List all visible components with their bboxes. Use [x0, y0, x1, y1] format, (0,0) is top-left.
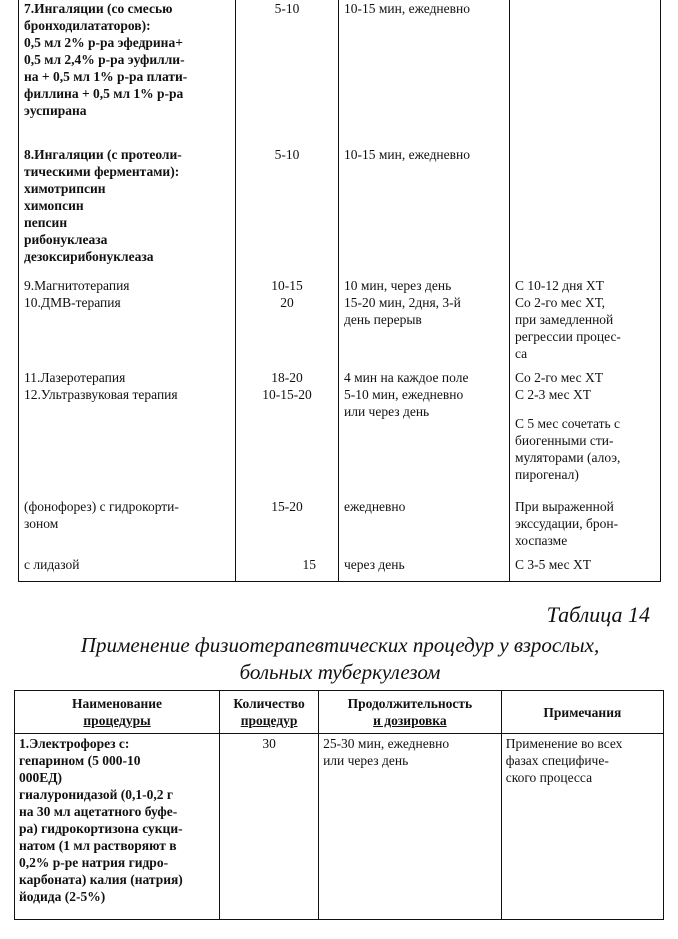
table-title: Применение физиотерапевтических процедур у взрослых, больных туберкулезом [80, 633, 600, 684]
notes-cell: При выраженной экссудации, брон- хоспазме [510, 498, 661, 556]
duration-cell: 10 мин, через день 15-20 мин, 2дня, 3-й день перерыв [339, 277, 510, 369]
duration-cell: 10-15 мин, ежедневно [339, 146, 510, 277]
header-notes: Примечания [501, 691, 663, 734]
procedure-cell: (фонофорез) с гидрокорти- зоном [19, 498, 236, 556]
header-duration: Продолжительность и дозировка [319, 691, 502, 734]
duration-cell: 25-30 мин, ежедневно или через день [319, 734, 502, 920]
procedure-cell: 8.Ингаляции (с протеоли- тическими ферментами): химотрипсин химопсин пепсин рибонуклеаза дезоксирибонуклеаза [19, 146, 236, 277]
procedure-cell: 11.Лазеротерапия 12.Ультразвуковая терапия [19, 369, 236, 498]
table-row [19, 498, 661, 556]
duration-cell: через день [339, 556, 510, 581]
count-cell: 10-15 20 [236, 277, 339, 369]
procedure-cell: с лидазой [19, 556, 236, 581]
count-cell: 15 [236, 556, 339, 581]
notes-cell: С 10-12 дня ХТ Со 2-го мес ХТ, при замедленной регрессии процес- са [510, 277, 661, 369]
count-cell: 18-20 10-15-20 [236, 369, 339, 498]
table-row [19, 556, 661, 581]
procedure-cell: 9.Магнитотерапия 10.ДМВ-терапия [19, 277, 236, 369]
table-row [19, 369, 661, 498]
notes-cell: С 3-5 мес ХТ [510, 556, 661, 581]
table-row [19, 0, 661, 146]
count-cell: 15-20 [236, 498, 339, 556]
notes-cell: Применение во всех фазах специфиче- ского процесса [501, 734, 663, 920]
notes-cell [510, 0, 661, 146]
table-14 [14, 690, 664, 920]
table-number: Таблица 14 [546, 602, 650, 627]
count-cell: 30 [220, 734, 319, 920]
count-cell: 5-10 [236, 146, 339, 277]
table-13-continuation [18, 0, 661, 582]
procedure-cell: 7.Ингаляции (со смесью бронходилататоров): 0,5 мл 2% р-ра эфедрина+ 0,5 мл 2,4% р-ра эуфилли- на + 0,5 мл 1% р-ра плати- филлина + 0,5 мл 1% р-ра эуспирана [19, 0, 236, 146]
notes-cell [510, 146, 661, 277]
duration-cell: ежедневно [339, 498, 510, 556]
header-row [15, 691, 664, 734]
duration-cell: 10-15 мин, ежедневно [339, 0, 510, 146]
notes-cell: Со 2-го мес ХТ С 2-3 мес ХТ С 5 мес сочетать с биогенными сти- муляторами (алоэ, пирогенал) [510, 369, 661, 498]
header-procedure-name: Наименование процедуры [15, 691, 220, 734]
table-row [19, 146, 661, 277]
table-row [15, 734, 664, 920]
count-cell: 5-10 [236, 0, 339, 146]
duration-cell: 4 мин на каждое поле 5-10 мин, ежедневно или через день [339, 369, 510, 498]
table-row [19, 277, 661, 369]
procedure-cell: 1.Электрофорез с: гепарином (5 000-10 000ЕД) гиалуронидазой (0,1-0,2 г на 30 мл ацетатного буфе- ра) гидрокортизона сукци- натом (1 мл растворяют в 0,2% р-ре натрия гидро- карбоната) калия (натрия) йодида (2-5%) [15, 734, 220, 920]
header-count: Количество процедур [220, 691, 319, 734]
